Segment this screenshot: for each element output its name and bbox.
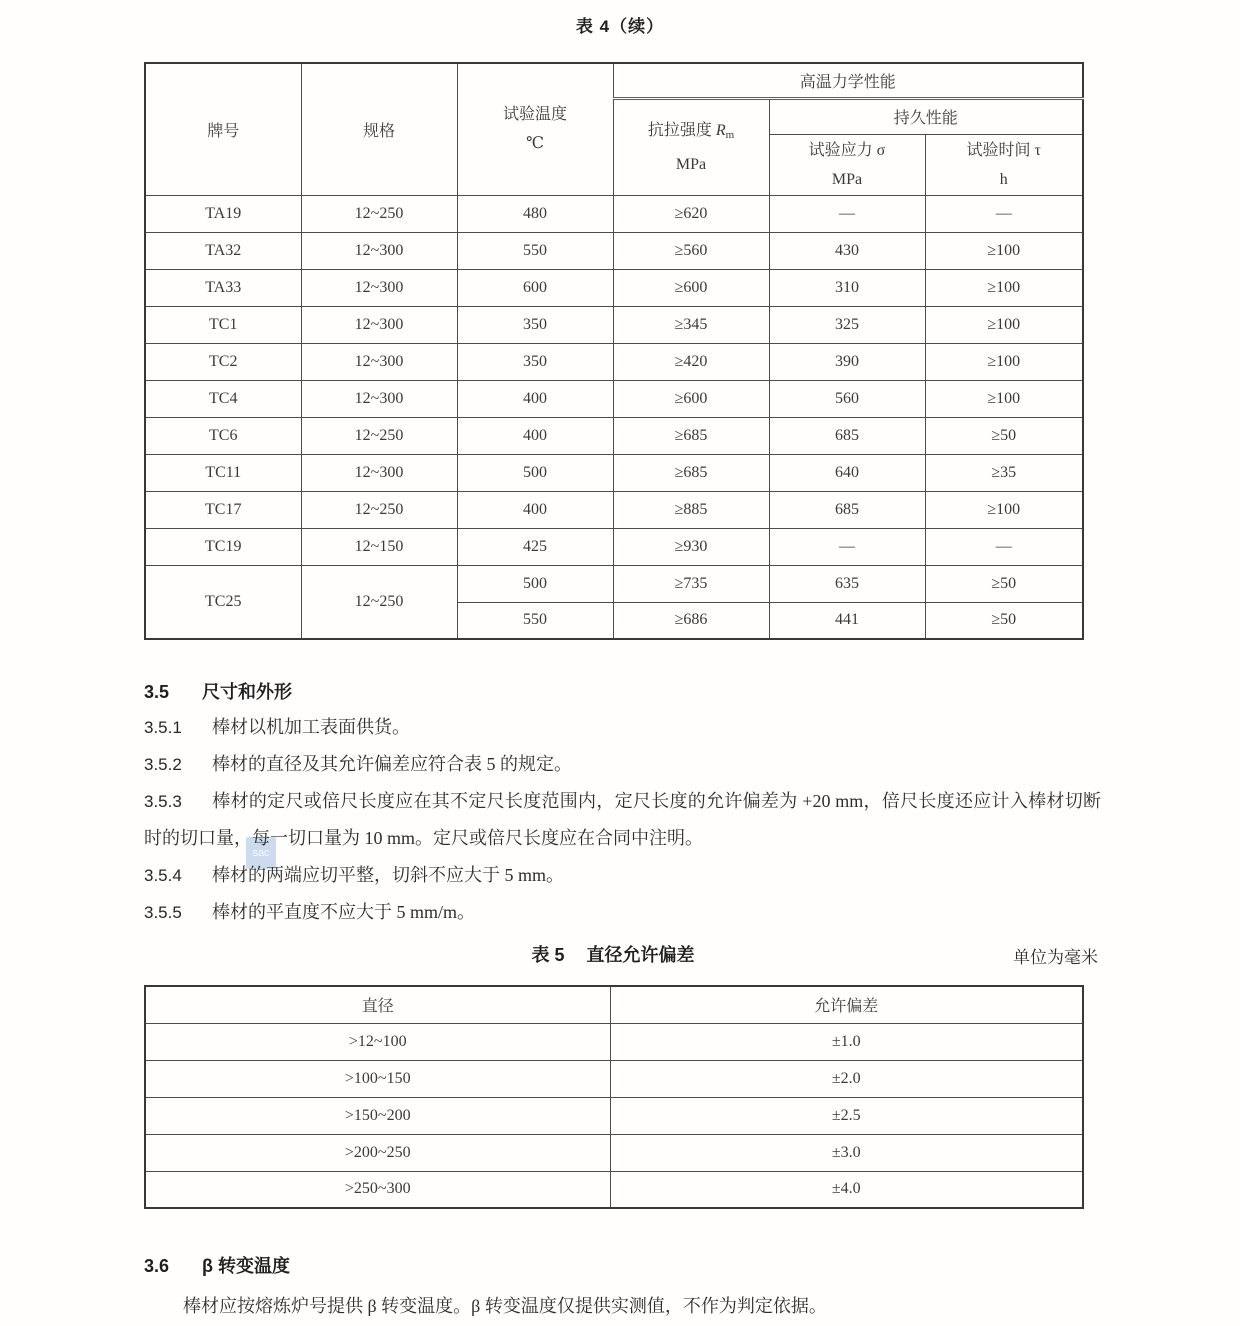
time-cell: ≥50 [925,565,1083,602]
clause-text: 棒材以机加工表面供货。 [212,717,410,737]
tensile-cell: ≥345 [613,306,769,343]
time-cell: ≥100 [925,343,1083,380]
clause-3-5-1 [144,709,1101,746]
test-time-label: 试验时间 τ [966,141,1041,159]
temp-cell: 400 [457,380,613,417]
table5-header-tolerance: 允许偏差 [610,986,1083,1023]
unit-note: 单位为毫米 [1013,948,1098,967]
temp-cell: 400 [457,417,613,454]
diameter-cell: >12~100 [145,1023,610,1060]
tensile-cell: ≥560 [613,232,769,269]
table-row [145,343,1083,380]
clause-text: 棒材的定尺或倍尺长度应在其不定尺长度范围内，定尺长度的允许偏差为 +20 mm，倍尺长度还应计入棒材切断时的切口量，每一切口量为 10 mm。定尺或倍尺长度应在合同中注明。 [144,791,1101,848]
spec-cell: 12~300 [301,380,457,417]
clause-text: 棒材的直径及其允许偏差应符合表 5 的规定。 [212,754,572,774]
tolerance-cell: ±3.0 [610,1134,1083,1171]
grade-cell: TC6 [145,417,301,454]
grade-cell: TA33 [145,269,301,306]
stress-cell: 560 [769,380,925,417]
grade-cell: TC25 [145,565,301,639]
clause-3-5-3 [144,783,1101,857]
test-temperature-label: 试验温度 [502,106,567,124]
spec-cell: 12~300 [301,454,457,491]
table4-header-grade: 牌号 [145,63,301,195]
table-row [145,454,1083,491]
time-cell: ≥50 [925,417,1083,454]
spec-cell: 12~250 [301,417,457,454]
spec-cell: 12~300 [301,306,457,343]
spec-cell: 12~300 [301,232,457,269]
tensile-cell: ≥600 [613,269,769,306]
tolerance-cell: ±2.0 [610,1060,1083,1097]
table4-header-test-temperature [457,63,613,195]
table-row [145,306,1083,343]
table-row [145,1134,1083,1171]
tensile-cell: ≥685 [613,454,769,491]
stress-cell: — [769,528,925,565]
table4-header-endurance: 持久性能 [769,98,1083,134]
grade-cell: TC2 [145,343,301,380]
grade-cell: TA19 [145,195,301,232]
tensile-cell: ≥420 [613,343,769,380]
time-cell: ≥35 [925,454,1083,491]
temp-cell: 425 [457,528,613,565]
test-stress-unit: MPa [831,170,863,188]
tensile-subscript: m [725,128,735,141]
table-row [145,1023,1083,1060]
temp-cell: 350 [457,306,613,343]
stress-cell: 441 [769,602,925,639]
table5-header-diameter: 直径 [145,986,610,1023]
sac-watermark: sac [246,837,276,869]
grade-cell: TA32 [145,232,301,269]
clause-number: 3.5.3 [144,792,182,811]
time-cell: ≥100 [925,306,1083,343]
grade-cell: TC17 [145,491,301,528]
section-3-6-body [183,1288,1101,1325]
table5-caption-title: 直径允许偏差 [586,945,695,965]
section-title: β 转变温度 [202,1256,290,1276]
table-row-tc25-sub1 [145,565,1083,602]
clause-text: 棒材的两端应切平整，切斜不应大于 5 mm。 [212,865,565,885]
grade-cell: TC1 [145,306,301,343]
temp-cell: 480 [457,195,613,232]
clause-number: 3.5.5 [144,903,182,922]
stress-cell: 325 [769,306,925,343]
test-time-unit: h [999,170,1008,188]
tensile-cell: ≥620 [613,195,769,232]
table4-header-tensile-strength [613,98,769,195]
clause-3-5-2 [144,746,1101,783]
spec-cell: 12~300 [301,269,457,306]
time-cell: ≥100 [925,380,1083,417]
temp-cell: 550 [457,602,613,639]
tolerance-cell: ±1.0 [610,1023,1083,1060]
clause-3-5-4 [144,857,1101,894]
table4-header-spec: 规格 [301,63,457,195]
table-row [145,417,1083,454]
spec-cell: 12~150 [301,528,457,565]
spec-cell: 12~250 [301,195,457,232]
time-cell: — [925,528,1083,565]
temp-cell: 350 [457,343,613,380]
table4-header-test-stress [769,134,925,195]
table-row [145,1171,1083,1208]
table-row [145,1060,1083,1097]
section-3-6-heading [144,1252,290,1278]
table-row [145,380,1083,417]
table-row [145,1097,1083,1134]
tensile-symbol: R [715,121,726,139]
test-temperature-unit: ℃ [526,135,544,153]
table-row [145,528,1083,565]
diameter-cell: >200~250 [145,1134,610,1171]
tolerance-cell: ±2.5 [610,1097,1083,1134]
clause-number: 3.5.4 [144,866,182,885]
spec-cell: 12~300 [301,343,457,380]
table5-caption-label: 表 5 [531,945,565,965]
section-title: 尺寸和外形 [202,682,292,702]
grade-cell: TC19 [145,528,301,565]
diameter-cell: >150~200 [145,1097,610,1134]
spec-cell: 12~250 [301,491,457,528]
tensile-cell: ≥685 [613,417,769,454]
clause-number: 3.5.2 [144,755,182,774]
table4-continued-title: 表 4（续） [575,17,665,36]
diameter-cell: >250~300 [145,1171,610,1208]
stress-cell: 635 [769,565,925,602]
tensile-cell: ≥885 [613,491,769,528]
clause-text: 棒材应按熔炼炉号提供 β 转变温度。β 转变温度仅提供实测值，不作为判定依据。 [183,1296,827,1316]
clause-text: 棒材的平直度不应大于 5 mm/m。 [212,902,476,922]
table-row [145,195,1083,232]
tensile-cell: ≥930 [613,528,769,565]
stress-cell: 390 [769,343,925,380]
table-row [145,491,1083,528]
test-stress-label: 试验应力 σ [808,141,886,159]
spec-cell: 12~250 [301,565,457,639]
grade-cell: TC11 [145,454,301,491]
stress-cell: 685 [769,417,925,454]
table4-header-high-temp-properties: 高温力学性能 [613,63,1083,98]
tensile-strength-unit: MPa [675,155,707,173]
table4-header-test-time [925,134,1083,195]
temp-cell: 600 [457,269,613,306]
stress-cell: — [769,195,925,232]
tensile-cell: ≥600 [613,380,769,417]
temp-cell: 500 [457,565,613,602]
time-cell: ≥100 [925,269,1083,306]
table5-diameter-tolerance [144,985,1084,1209]
clause-3-5-5 [144,894,1101,931]
clause-number: 3.5.1 [144,718,182,737]
table-row [145,269,1083,306]
time-cell: — [925,195,1083,232]
diameter-cell: >100~150 [145,1060,610,1097]
tensile-cell: ≥686 [613,602,769,639]
stress-cell: 685 [769,491,925,528]
tolerance-cell: ±4.0 [610,1171,1083,1208]
table-row [145,986,1083,1023]
temp-cell: 400 [457,491,613,528]
section-number: 3.5 [144,682,170,702]
table4-mechanical-properties [144,62,1084,640]
time-cell: ≥100 [925,491,1083,528]
section-3-5-heading [144,678,292,704]
tensile-strength-label: 抗拉强度 $R_m$ [647,121,735,141]
grade-cell: TC4 [145,380,301,417]
table-row [145,232,1083,269]
tensile-cell: ≥735 [613,565,769,602]
time-cell: ≥100 [925,232,1083,269]
stress-cell: 310 [769,269,925,306]
temp-cell: 500 [457,454,613,491]
temp-cell: 550 [457,232,613,269]
stress-cell: 430 [769,232,925,269]
section-number: 3.6 [144,1256,170,1276]
table5-caption [144,941,1082,967]
stress-cell: 640 [769,454,925,491]
time-cell: ≥50 [925,602,1083,639]
